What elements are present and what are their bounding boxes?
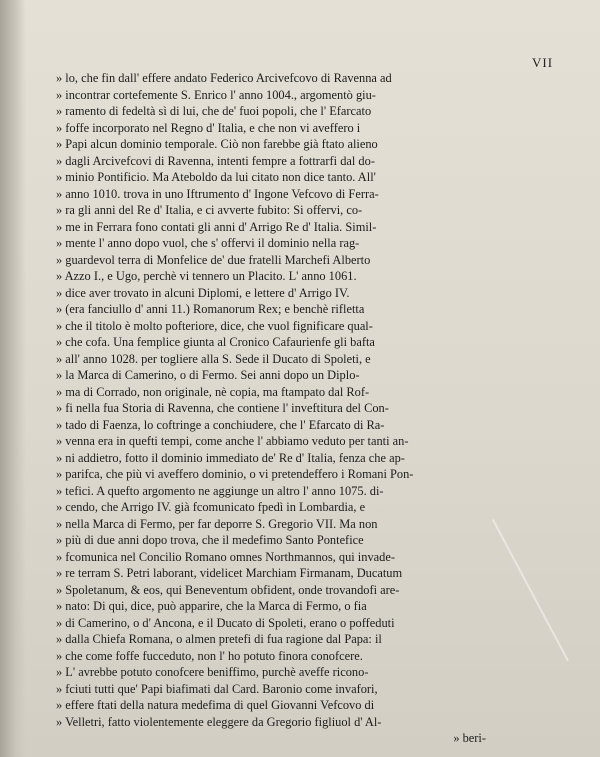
text-line: » la Marca di Camerino, o di Fermo. Sei anni dopo un Diplo- (56, 368, 360, 382)
text-line: » foffe incorporato nel Regno d' Italia, e che non vi aveffero i (56, 120, 361, 135)
body-text (56, 70, 566, 747)
text-line: » venna era in quefti tempi, come anche l' abbiamo veduto per tanti an- (56, 434, 409, 448)
text-line: » che il titolo è molto pofteriore, dice, che vuol fignificare qual- (56, 318, 373, 333)
text-line: » L' avrebbe potuto conofcere beniffimo, purchè aveffe ricono- (56, 665, 369, 679)
text-line: » Azzo I., e Ugo, perchè vi tennero un Placito. L' anno 1061. (56, 269, 357, 283)
text-line: » che come foffe fucceduto, non l' ho potuto finora conofcere. (56, 648, 363, 663)
text-line: » di Camerino, o d' Ancona, e il Ducato di Spoleti, erano o poffeduti (56, 615, 395, 630)
text-line: » più di due anni dopo trova, che il medefimo Santo Pontefice (56, 533, 364, 547)
text-line: » tado di Faenza, lo coftringe a conchiudere, che l' Efarcato di Ra- (56, 417, 385, 432)
text-line: » re terram S. Petri laborant, videlicet Marchiam Firmanam, Ducatum (56, 566, 403, 580)
text-line: » (era fanciullo d' anni 11.) Romanorum Rex; e benchè rifletta (56, 302, 365, 316)
text-line: » Velletri, fatto violentemente eleggere da Gregorio figliuol d' Al- (56, 714, 382, 729)
text-line: » lo, che fin dall' effere andato Federico Arcivefcovo di Ravenna ad (56, 71, 392, 85)
text-line: » fi nella fua Storia di Ravenna, che contiene l' inveftitura del Con- (56, 401, 389, 415)
text-line: » all' anno 1028. per togliere alla S. Sede il Ducato di Spoleti, e (56, 351, 371, 366)
text-line: » mente l' anno dopo vuol, che s' offervi il dominio nella rag- (56, 236, 360, 250)
text-line: » dalla Chiefa Romana, o almen pretefi di fua ragione dal Papa: il (56, 632, 382, 646)
text-line: » ramento di fedeltà sì di lui, che de' fuoi popoli, che l' Efarcato (56, 104, 372, 118)
text-line: » nella Marca di Fermo, per far deporre S. Gregorio VII. Ma non (56, 516, 378, 531)
page-gutter-shadow (0, 0, 26, 757)
text-line: » me in Ferrara fono contati gli anni d' Arrigo Re d' Italia. Simil- (56, 219, 377, 234)
text-line: » ni addietro, fotto il dominio immediato de' Re d' Italia, fenza che ap- (56, 450, 405, 465)
text-line: » anno 1010. trova in uno Iftrumento d' Ingone Vefcovo di Ferra- (56, 186, 379, 201)
text-line: » che cofa. Una femplice giunta al Cronico Cafaurienfe gli bafta (56, 335, 375, 349)
text-line: » nato: Di qui, dice, può apparire, che la Marca di Fermo, o fia (56, 599, 367, 613)
text-line: » fcomunica nel Concilio Romano omnes Northmannos, qui invade- (56, 549, 395, 564)
text-line: » parifca, che più vi aveffero dominio, o vi pretendeffero i Romani Pon- (56, 467, 414, 481)
text-line: » guardevol terra di Monfelice de' due fratelli Marchefi Alberto (56, 252, 371, 267)
text-line: » incontrar cortefemente S. Enrico l' anno 1004., argomentò giu- (56, 87, 376, 102)
text-line: » effere ftati della natura medefima di quel Giovanni Vefcovo di (56, 698, 375, 712)
text-line: » dagli Arcivefcovi di Ravenna, intenti fempre a fottrarfi dal do- (56, 153, 375, 168)
text-line: » Spoletanum, & eos, qui Beneventum obfident, onde trovandofi are- (56, 582, 400, 597)
page-number: VII (532, 55, 554, 70)
text-line: » ma di Corrado, non originale, nè copia, ma ftampato dal Rof- (56, 384, 370, 399)
text-line: » tefici. A quefto argomento ne aggiunge un altro l' anno 1075. di- (56, 483, 384, 498)
catchword: » beri- (453, 731, 486, 745)
text-line: » fciuti tutti que' Papi biafimati dal Card. Baronio come invafori, (56, 681, 378, 696)
text-line: » dice aver trovato in alcuni Diplomi, e lettere d' Arrigo IV. (56, 285, 350, 300)
text-line: » ra gli anni del Re d' Italia, e ci avverte fubito: Si offervi, co- (56, 203, 363, 217)
text-line: » cendo, che Arrigo IV. già fcomunicato fpedì in Lombardia, e (56, 500, 366, 514)
text-line: » Papi alcun dominio temporale. Ciò non farebbe già ftato alieno (56, 137, 378, 151)
text-line: » minio Pontificio. Ma Ateboldo da lui citato non dice tanto. All' (56, 170, 376, 184)
